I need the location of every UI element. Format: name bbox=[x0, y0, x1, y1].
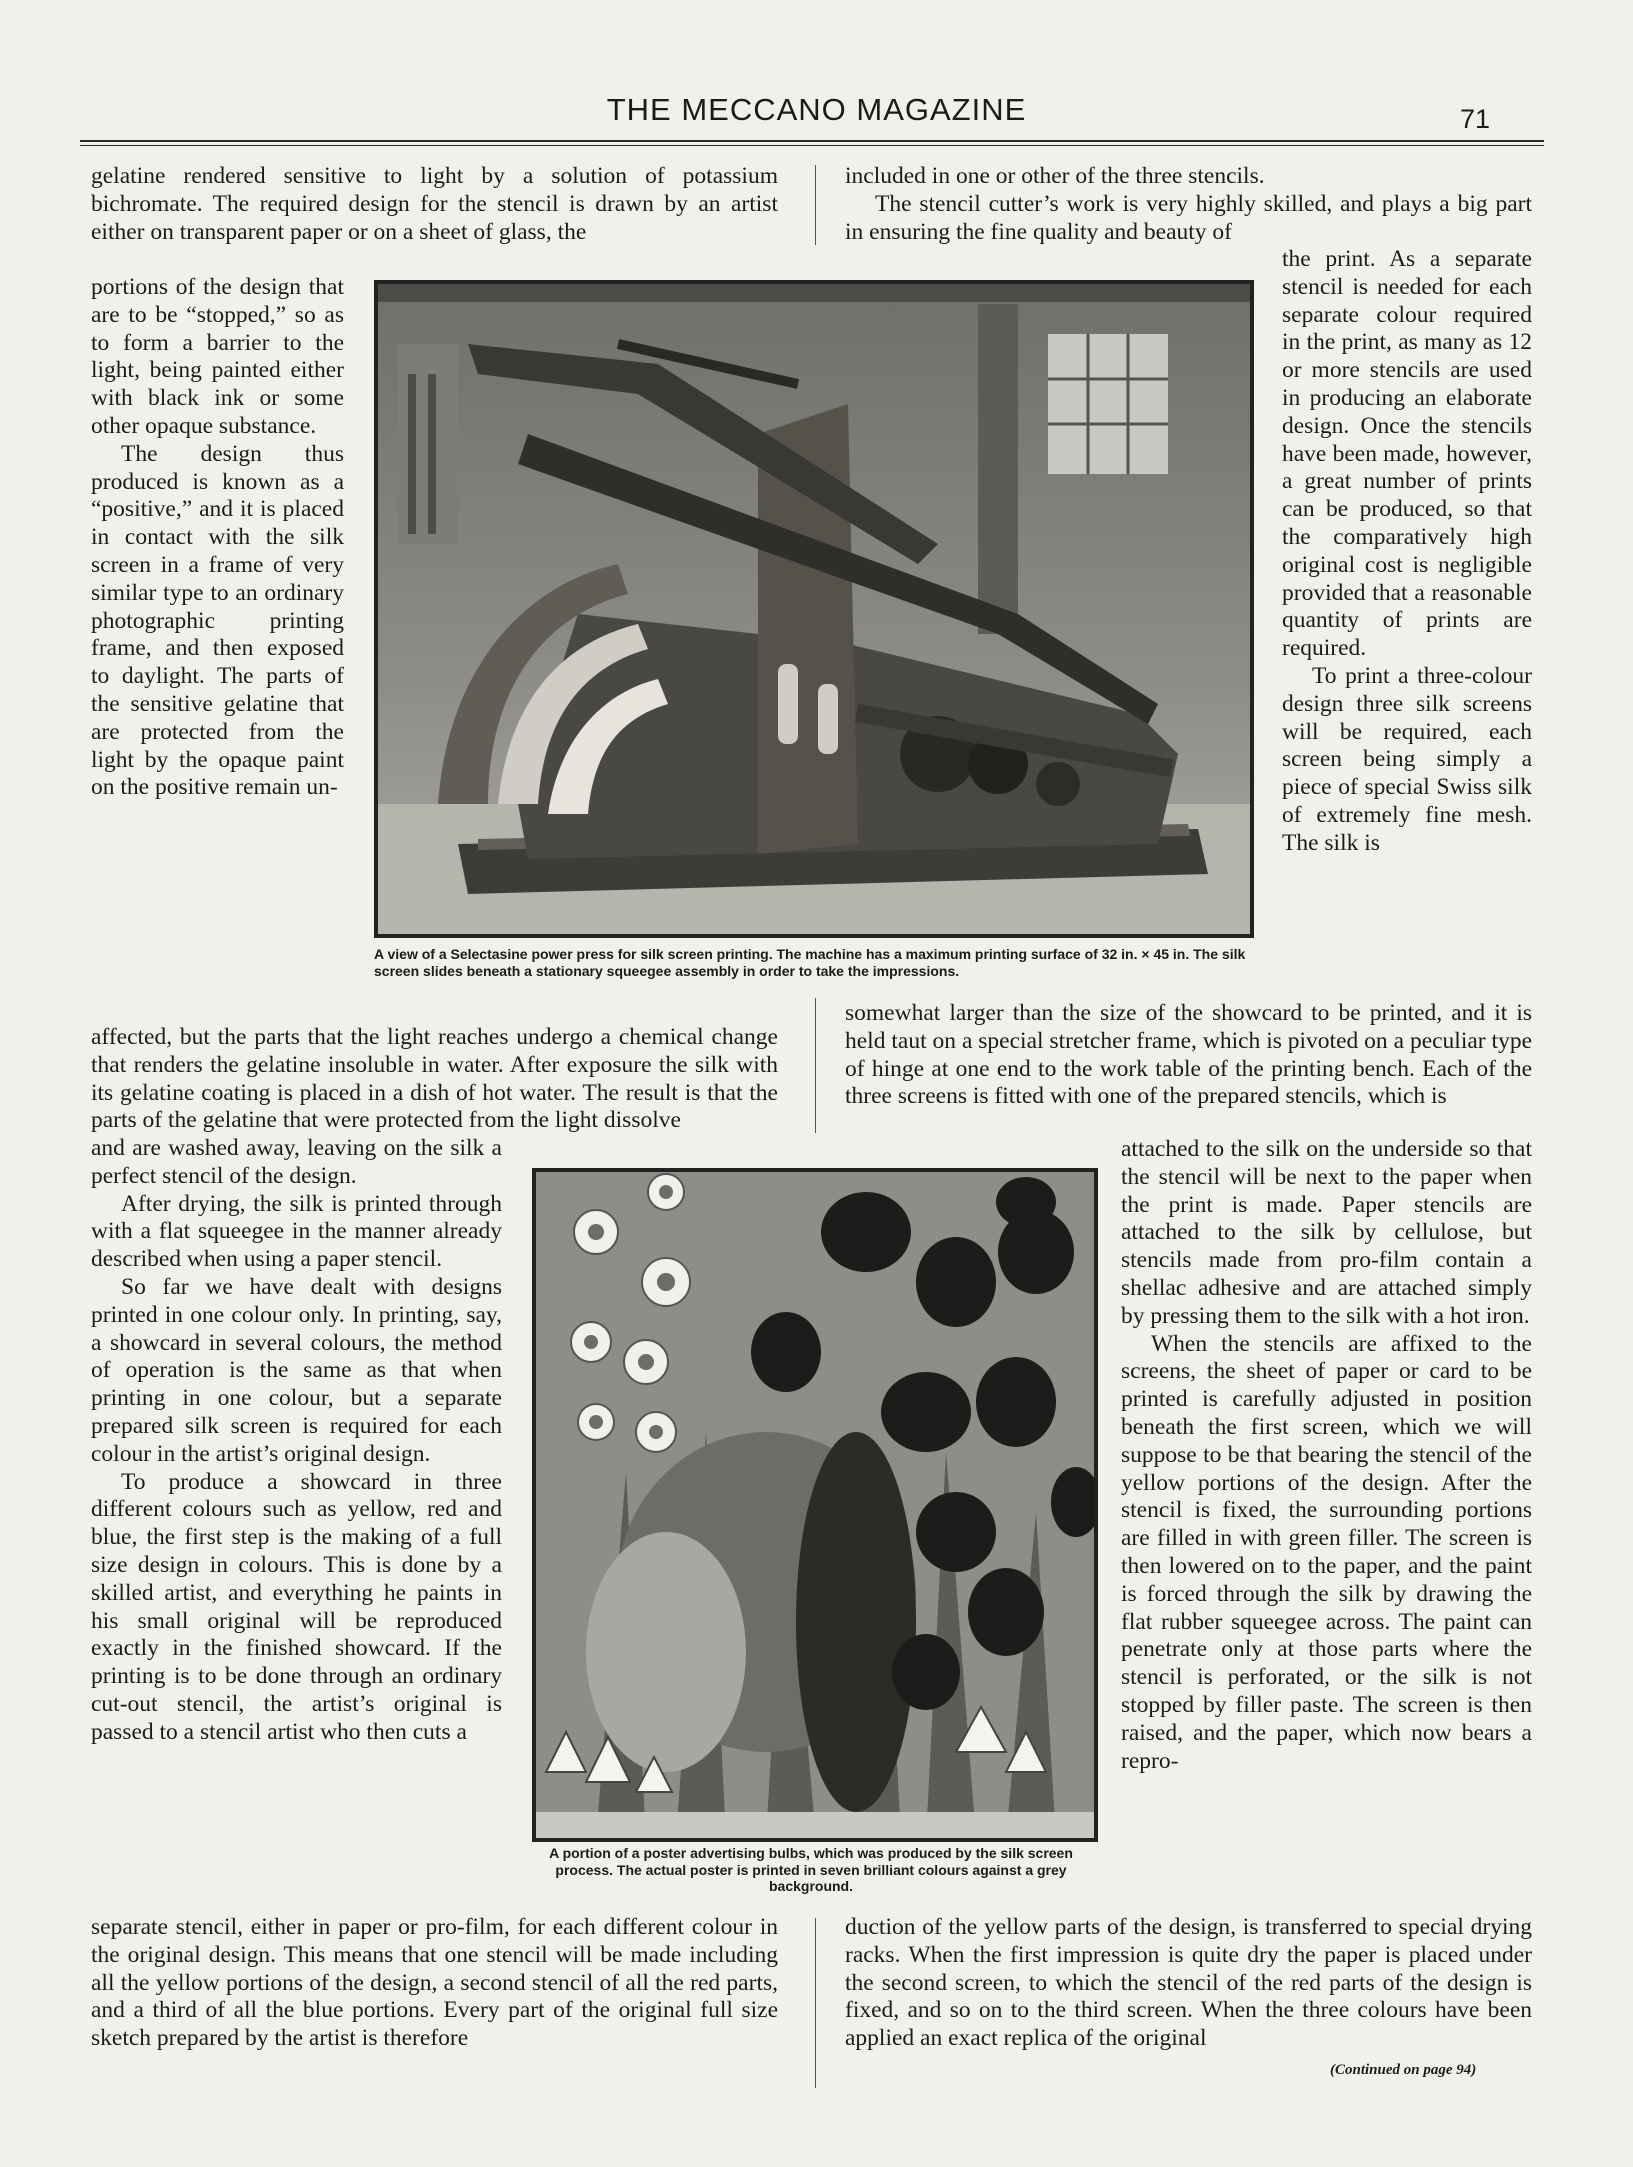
paragraph: portions of the design that are to be “stopped,” so as to form a barrier to the light, being painted either with black ink or some other opaque substance. bbox=[91, 274, 344, 439]
paragraph: included in one or other of the three stencils. bbox=[845, 163, 1265, 189]
poster-caption: A portion of a poster advertising bulbs, which was produced by the silk screen process. The actual poster is printed in seven brilliant colours against a grey background. bbox=[549, 1845, 1073, 1894]
paragraph: affected, but the parts that the light reaches undergo a chemical change that renders the gelatine insoluble in water. After exposure the silk with its gelatine coating is placed in a dish of hot water. The result is that the parts of the gelatine that were protected from the light dissolve bbox=[91, 1024, 778, 1134]
paragraph: To print a three-colour design three silk screens will be required, each screen being simply a piece of special Swiss silk of extremely fine mesh. The silk is bbox=[1282, 662, 1532, 856]
paragraph: The stencil cutter’s work is very highly skilled, and plays a big part in ensuring the fine quality and beauty of bbox=[845, 190, 1532, 245]
paragraph: duction of the yellow parts of the design, is transferred to special drying racks. When the first impression is quite dry the paper is placed under the second screen, to which the stencil of the red parts of the design is fixed, and so on to the third screen. When the three colours have been applied an exact replica of the original bbox=[845, 1914, 1532, 2052]
paragraph: The design thus produced is known as a “positive,” and it is placed in contact with the silk screen in a frame of very similar type to an ordinary photographic printing frame, and then exposed to daylight. The parts of the sensitive gelatine that are protected from the light by the opaque paint on the positive remain un- bbox=[91, 440, 344, 801]
continued-note: (Continued on page 94) bbox=[1330, 2062, 1477, 2078]
text-block bbox=[91, 163, 778, 246]
press-photo-illustration bbox=[378, 284, 1250, 934]
paragraph: To produce a showcard in three different colours such as yellow, red and blue, the first step is the making of a full size design in colours. This is done by a skilled artist, and everything he paints in his small original will be reproduced exactly in the finished showcard. If the printing is to be done through an ordinary cut-out stencil, the artist’s original is passed to a stencil artist who then cuts a bbox=[91, 1468, 502, 1745]
text-block bbox=[91, 1135, 502, 1747]
header-rule-thin bbox=[80, 145, 1544, 146]
paragraph: gelatine rendered sensitive to light by a solution of potassium bichromate. The required design for the stencil is drawn by an artist either on transparent paper or on a sheet of glass, the bbox=[91, 163, 778, 245]
text-block bbox=[91, 274, 344, 802]
press-caption: A view of a Selectasine power press for silk screen printing. The machine has a maximum printing surface of 32 in. × 45 in. The silk screen slides beneath a stationary squeegee assembly in order to take the impressions. bbox=[374, 946, 1246, 979]
text-block bbox=[1282, 246, 1532, 858]
poster-photo bbox=[532, 1168, 1098, 1842]
paragraph: and are washed away, leaving on the silk a perfect stencil of the design. bbox=[91, 1135, 502, 1189]
text-block bbox=[91, 1914, 778, 2053]
paragraph: So far we have dealt with designs printed in one colour only. In printing, say, a showcard in several colours, the method of operation is the same as that when printing in one colour, but a separate prepared silk screen is required for each colour in the artist’s original design. bbox=[91, 1273, 502, 1467]
paragraph: attached to the silk on the underside so that the stencil will be next to the paper when the print is made. Paper stencils are attached to the silk by cellulose, but stencils made from pro-film contain a shellac adhesive and are attached simply by pressing them to the silk with a hot iron. bbox=[1121, 1136, 1532, 1329]
text-block bbox=[91, 1024, 778, 1135]
column-divider bbox=[815, 998, 816, 1133]
column-divider bbox=[815, 1918, 816, 2088]
paragraph: After drying, the silk is printed through with a flat squeegee in the manner already described when using a paper stencil. bbox=[91, 1190, 502, 1273]
masthead-title: THE MECCANO MAGAZINE bbox=[606, 92, 1027, 127]
text-block bbox=[1121, 1136, 1532, 1775]
paragraph: When the stencils are affixed to the screens, the sheet of paper or card to be printed is carefully adjusted in position beneath the first screen, which we will suppose to be that bearing the stencil of the yellow portions of the design. After the stencil is fixed, the surrounding portions are filled in with green filler. The screen is then lowered on to the paper, and the paint is forced through the silk by drawing the flat rubber squeegee across. The paint can penetrate only at those parts where the stencil is perforated, or the silk is not stopped by filler paste. The screen is then raised, and the paper, which now bears a repro- bbox=[1121, 1330, 1532, 1774]
text-block bbox=[845, 1000, 1532, 1111]
page-number: 71 bbox=[1460, 104, 1491, 134]
paragraph: the print. As a separate stencil is needed for each separate colour required in the print, as many as 12 or more stencils are used in producing an elaborate design. Once the stencils have been made, however, a great number of prints can be produced, so that the comparatively high original cost is negligible provided that a reasonable quantity of prints are required. bbox=[1282, 246, 1532, 662]
paragraph: somewhat larger than the size of the showcard to be printed, and it is held taut on a special stretcher frame, which is pivoted on a peculiar type of hinge at one end to the work table of the printing bench. Each of the three screens is fitted with one of the prepared stencils, which is bbox=[845, 1000, 1532, 1110]
press-photo bbox=[374, 280, 1254, 938]
poster-illustration bbox=[536, 1172, 1094, 1838]
column-divider bbox=[815, 165, 816, 245]
paragraph: separate stencil, either in paper or pro-film, for each different colour in the original design. This means that one stencil will be made including all the yellow portions of the design, a second stencil of all the red parts, and a third of all the blue portions. Every part of the original full size sketch prepared by the artist is therefore bbox=[91, 1914, 778, 2052]
text-block bbox=[845, 163, 1532, 246]
header-rule bbox=[80, 140, 1544, 142]
text-block bbox=[845, 1914, 1532, 2053]
